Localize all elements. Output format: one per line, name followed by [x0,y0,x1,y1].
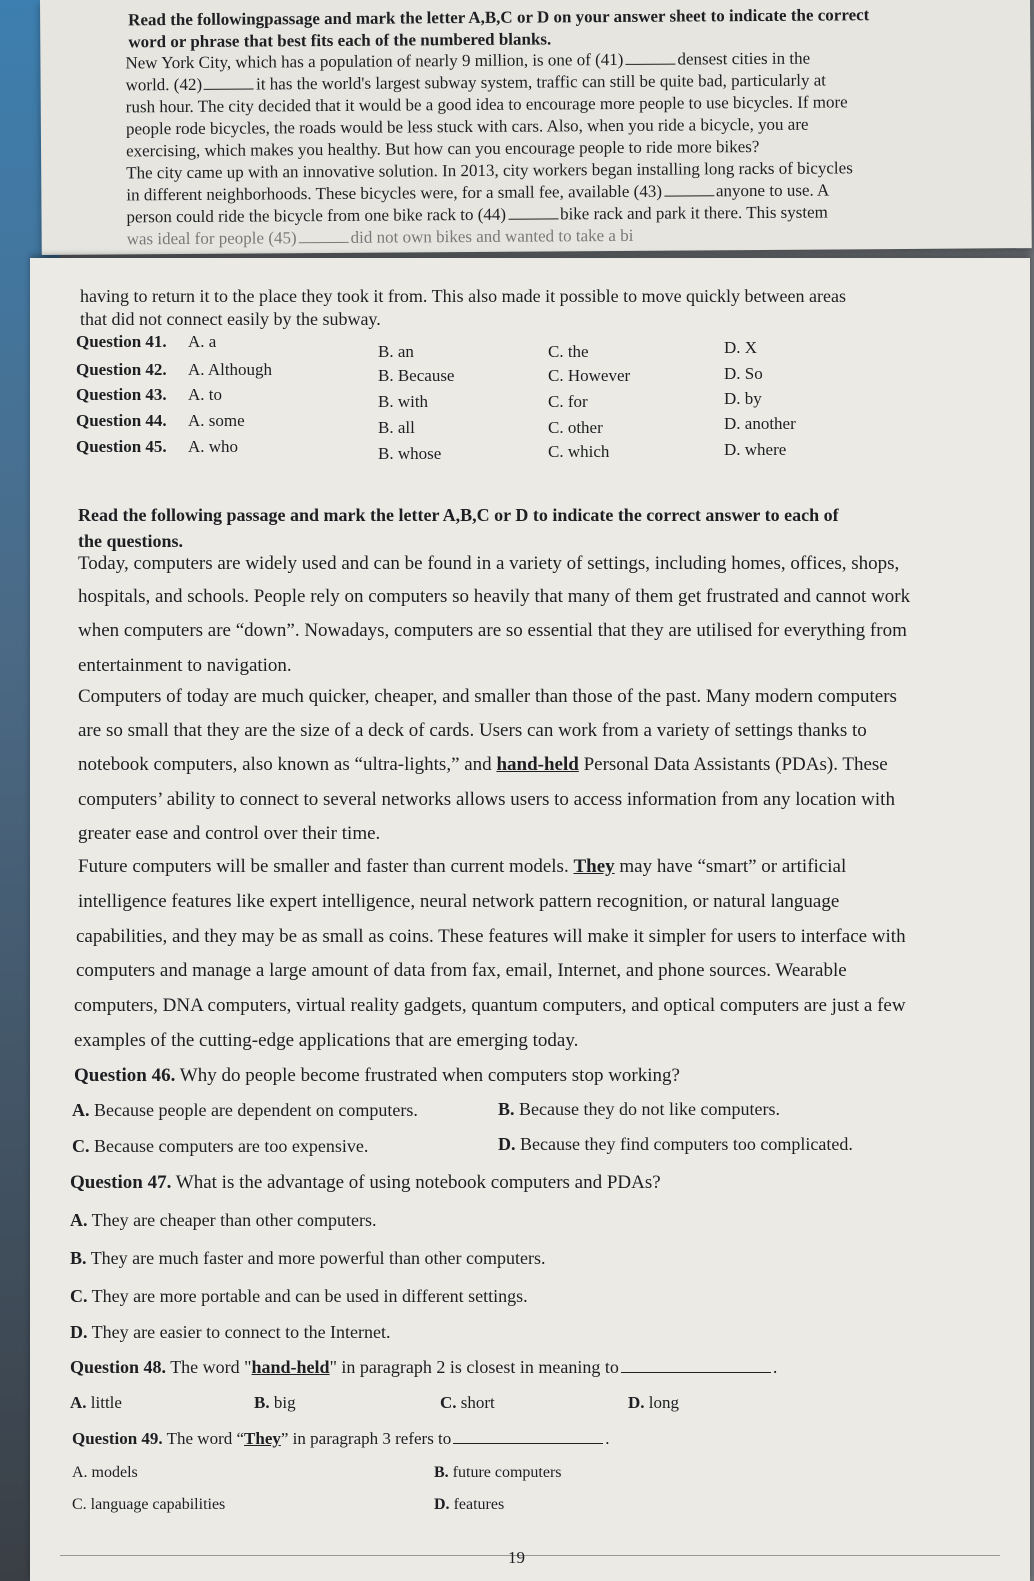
option-b: B. Because [378,366,455,385]
passage2-line: computers and manage a large amount of data from fax, email, Internet, and phone sources. Wearable [76,960,847,981]
option-b: B. whose [378,444,442,463]
q48-option-b: B. big [254,1393,296,1412]
option-d: D. another [724,414,796,433]
q46-option-d: D. Because they find computers too complicated. [498,1134,853,1154]
question-46: Question 46. Why do people become frustrated when computers stop working? [74,1065,680,1086]
passage2-line: examples of the cutting-edge applications that are emerging today. [74,1030,579,1051]
passage1-line: rush hour. The city decided that it would be a good idea to encourage more people to use bicycles. If more [125,92,848,117]
passage1-line: The city came up with an innovative solution. In 2013, city workers began installing long racks of bicycles [126,158,853,183]
question-49: Question 49. The word “They” in paragraph 3 refers to . [72,1429,610,1448]
option-a: A. who [188,437,239,456]
passage1-line-cut: was ideal for people (45) did not own bikes and wanted to take a bi [126,225,634,249]
passage2-line: when computers are “down”. Nowadays, computers are so essential that they are utilised for everything from [78,620,907,641]
q49-option-a: A. models [72,1464,138,1481]
question-47: Question 47. What is the advantage of using notebook computers and PDAs? [70,1172,661,1193]
passage2-line: entertainment to navigation. [78,655,292,676]
q47-option-d: D. They are easier to connect to the Internet. [70,1322,391,1342]
passage1-line: world. (42) it has the world's largest subway system, traffic can still be quite bad, particularly at [125,70,827,95]
passage2-line: Future computers will be smaller and faster than current models. They may have “smart” or artificial [78,856,847,877]
passage1-instruction-2: word or phrase that best fits each of the numbered blanks. [128,29,552,52]
passage2-line: Computers of today are much quicker, cheaper, and smaller than those of the past. Many modern computers [78,686,897,707]
passage2-line: are so small that they are the size of a deck of cards. Users can work from a variety of settings thanks to [78,720,867,741]
q48-option-a: A. little [70,1393,122,1412]
passage2-instruction-2: the questions. [78,531,184,551]
option-d: D. So [724,364,763,383]
passage2-line: notebook computers, also known as “ultra-lights,” and hand-held Personal Data Assistants (PDAs). These [78,754,888,775]
option-d: D. X [724,338,758,357]
page-number: 19 [508,1548,525,1567]
blank-42 [204,89,254,90]
passage2-line: intelligence features like expert intelligence, neural network pattern recognition, or natural language [78,891,840,912]
question-48: Question 48. The word "hand-held" in paragraph 2 is closest in meaning to . [70,1357,778,1377]
passage1-instruction-1: Read the followingpassage and mark the letter A,B,C or D on your answer sheet to indicate the correct [128,5,870,30]
option-c: C. the [548,342,589,361]
q47-option-a: A. They are cheaper than other computers. [70,1210,377,1230]
passage1-line: exercising, which makes you healthy. But how can you encourage people to ride more bikes? [125,136,760,161]
option-a: A. to [188,385,222,404]
option-b: B. an [378,342,414,361]
q49-option-c: C. language capabilities [72,1496,226,1513]
option-a: A. some [188,411,245,430]
q46-option-a: A. Because people are dependent on computers. [72,1100,418,1120]
passage1-line: people rode bicycles, the roads would be less stuck with cars. Also, when you ride a bicycle, you are [125,114,809,139]
q46-option-b: B. Because they do not like computers. [498,1099,780,1119]
option-c: C. for [548,392,588,411]
q49-option-d: D. features [434,1496,505,1513]
option-d: D. by [724,389,762,408]
passage2-line: capabilities, and they may be as small as coins. These features will make it simpler for users to interface with [76,926,906,947]
passage2-line: Today, computers are widely used and can be found in a variety of settings, including homes, offices, shops, [78,553,900,574]
top-sheet [40,0,1032,255]
option-c: C. which [548,442,610,461]
option-a: A. Although [188,360,273,379]
underlined-they: They [573,856,615,877]
option-d: D. where [724,440,787,459]
option-c: C. other [548,418,603,437]
blank-48 [621,1372,771,1373]
blank-45 [299,242,349,243]
passage1-line: in different neighborhoods. These bicycles were, for a small fee, available (43) anyone to use. A [126,180,830,205]
blank-43 [664,195,714,196]
passage1-cont-2: that did not connect easily by the subway. [80,309,381,329]
q46-option-c: C. Because computers are too expensive. [72,1136,369,1156]
passage2-line: greater ease and control over their time. [78,823,381,844]
passage2-line: computers, DNA computers, virtual reality gadgets, quantum computers, and optical computers are just a few [74,995,906,1016]
passage2-line: computers’ ability to connect to several networks allows users to access information from any location with [78,789,895,810]
passage2-instruction-1: Read the following passage and mark the letter A,B,C or D to indicate the correct answer to each of [78,505,839,525]
passage2-line: hospitals, and schools. People rely on computers so heavily that many of them get frustrated and cannot work [78,586,911,607]
q49-option-b: B. future computers [434,1464,562,1481]
option-b: B. all [378,418,415,437]
q48-option-c: C. short [440,1393,495,1412]
option-c: C. However [548,366,631,385]
passage1-line: person could ride the bicycle from one bike rack to (44) bike rack and park it there. This system [126,202,828,227]
q47-option-b: B. They are much faster and more powerful than other computers. [70,1248,546,1268]
passage1-line: New York City, which has a population of nearly 9 million, is one of (41) densest cities in the [125,48,811,73]
passage1-cont-1: having to return it to the place they took it from. This also made it possible to move quickly between areas [80,286,846,306]
blank-49 [453,1443,603,1444]
option-b: B. with [378,392,429,411]
blank-41 [625,64,675,65]
q47-option-c: C. They are more portable and can be used in different settings. [70,1286,528,1306]
main-sheet: having to return it to the place they took it from. This also made it possible to move quickly between areas that did not connect easily by the subway. Question 41. A. a B. an C. the D. X Question 42. A. Although B. Because C. However D. So Question 43. A. to B. with C. for D. by Question 44. A. some B. all C. other D. another Question 45. A. who B. whose C. which D. where Read the following passage and mark the letter A,B,C or D to indicate the correct answer to each of the questions. Today, computers are widely used and can be found in a variety of settings, including homes, offices, shops, hospitals, and schools. People rely on computers so heavily that many of them get frustrated and cannot work when computers are “down”. Nowadays, computers are so essential that they are utilised for everything from entertainment to navigation. Computers of today are much quicker, cheaper, and smaller than those of the past. Many modern computers are so small that they are the size of a deck of cards. Users can work from a variety of settings thanks to notebook computers, also known as “ultra-lights,” and hand-held Personal Data Assistants (PDAs). These computers’ ability to connect to several networks allows users to access information from any location with greater ease and control over their time. Future computers will be smaller and faster than current models. They may have “smart” or artificial intelligence features like expert intelligence, neural network pattern recognition, or natural language capabilities, and they may be as small as coins. These features will make it simpler for users to interface with computers and manage a large amount of data from fax, email, Internet, and phone sources. Wearable computers, DNA computers, virtual reality gadgets, quantum computers, and optical computers are just a few examples of the cutting-edge applications that are emerging today. Question 46. Why do people become frustrated when computers stop working? A. Because people are dependent on computers. B. Because they do not like computers. C. Because computers are too expensive. D. Because they find computers too complicated. Question 47. What is the advantage of using notebook computers and PDAs? A. They are cheaper than other computers. B. They are much faster and more powerful than other computers. C. They are more portable and can be used in different settings. D. They are easier to connect to the Internet. Question 48. The word "hand-held" in paragraph 2 is closest in meaning to . A. little B. big C. short D. long Question 49. The word “They” in paragraph 3 refers to . A. models B. future computers C. language capabilities D. features 19 [30,258,1030,1581]
footer-rule [60,1555,1000,1556]
q48-option-d: D. long [628,1393,680,1412]
underlined-hand-held: hand-held [496,754,579,775]
blank-44 [508,218,558,219]
option-a: A. a [188,332,217,351]
